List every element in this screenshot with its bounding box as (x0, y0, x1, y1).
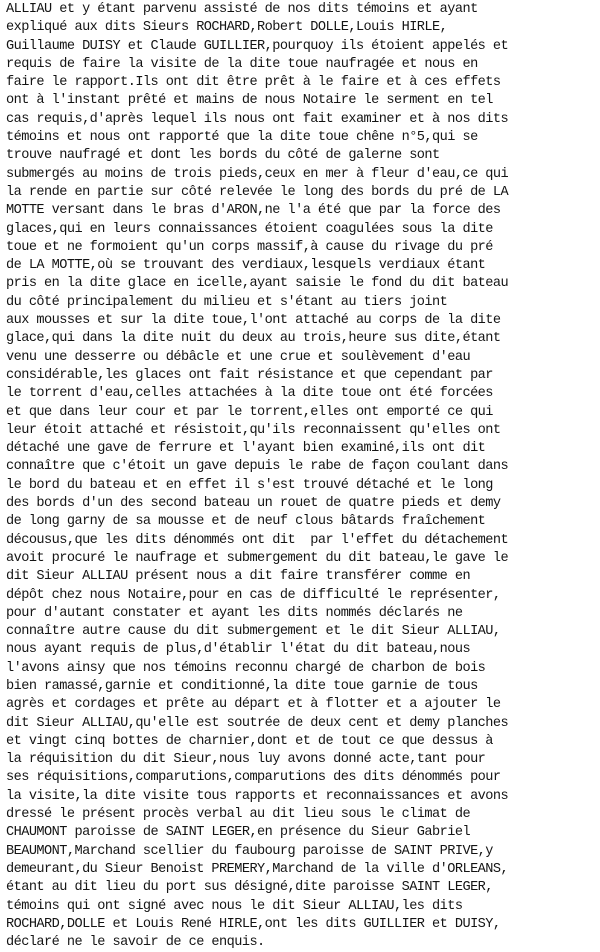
text-line: MOTTE versant dans le bras d'ARON,ne l'a été que par la force des (6, 203, 501, 219)
text-line: trouve naufragé et dont les bords du côté de galerne sont (6, 148, 440, 164)
text-line: avoit procuré le naufrage et submergement du dit bateau,le gave le (6, 550, 509, 566)
text-line: témoins qui ont signé avec nous le dit Sieur ALLIAU,les dits (6, 898, 463, 914)
text-line: leur étoit attaché et résistoit,qu'ils reconnaissent qu'elles ont (6, 422, 501, 438)
text-line: témoins et nous ont rapporté que la dite toue chêne n°5,qui se (6, 130, 478, 146)
text-line: dépôt chez nous Notaire,pour en cas de difficulté le représenter, (6, 587, 501, 603)
text-line: de LA MOTTE,où se trouvant des verdiaux,lesquels verdiaux étant (6, 258, 486, 274)
text-line: dit Sieur ALLIAU présent nous a dit faire transférer comme en (6, 569, 471, 585)
text-line: l'avons ainsy que nos témoins reconnu chargé de charbon de bois (6, 660, 486, 676)
text-line: la visite,la dite visite tous rapports et reconnaissances et avons (6, 788, 509, 804)
text-line: ALLIAU et y étant parvenu assisté de nos dits témoins et ayant (6, 2, 478, 17)
text-line: BEAUMONT,Marchand scellier du faubourg paroisse de SAINT PRIVE,y (6, 843, 493, 859)
text-line: des bords d'un des second bateau un rouet de quatre pieds et demy (6, 496, 501, 512)
text-line: connaître autre cause du dit submergement et le dit Sieur ALLIAU, (6, 624, 501, 640)
text-line: ont à l'instant prêté et mains de nous Notaire le serment en tel (6, 93, 493, 109)
text-line: détaché une gave de ferrure et l'ayant bien examiné,ils ont dit (6, 441, 486, 457)
text-line: expliqué aux dits Sieurs ROCHARD,Robert DOLLE,Louis HIRLE, (6, 20, 448, 36)
text-line: ses réquisitions,comparutions,comparutions des dits dénommés pour (6, 770, 501, 786)
text-line: décousus,que les dits dénommés ont dit par l'effet du détachement (6, 532, 509, 548)
text-line: faire le rapport.Ils ont dit être prêt à le faire et à ces effets (6, 75, 501, 91)
text-line: la rende en partie sur côté relevée le long des bords du pré de LA (6, 184, 509, 200)
text-line: aux mousses et sur la dite toue,l'ont attaché au corps de la dite (6, 313, 501, 329)
text-line: submergés au moins de trois pieds,ceux en mer à fleur d'eau,ce qui (6, 166, 509, 182)
text-line: de long garny de sa mousse et de neuf clous bâtards fraîchement (6, 514, 486, 530)
text-line: ROCHARD,DOLLE et Louis René HIRLE,ont les dits GUILLIER et DUISY, (6, 916, 501, 932)
text-line: considérable,les glaces ont fait résistance et que cependant par (6, 367, 493, 383)
text-line: déclaré ne le savoir de ce enquis. (6, 935, 265, 951)
text-line: le bord du bateau et en effet il s'est trouvé détaché et le long (6, 477, 493, 493)
text-line: demeurant,du Sieur Benoist PREMERY,Marchand de la ville d'ORLEANS, (6, 861, 509, 877)
text-line: pris en la dite glace en icelle,ayant saisie le fond du dit bateau (6, 276, 509, 292)
text-line: requis de faire la visite de la dite toue naufragée et nous en (6, 56, 478, 72)
text-line: glace,qui dans la dite nuit du deux au trois,heure sus dite,étant (6, 331, 501, 347)
text-line: Guillaume DUISY et Claude GUILLIER,pourquoy ils étoient appelés et (6, 38, 509, 54)
text-line: toue et ne formoient qu'un corps massif,à cause du rivage du pré (6, 239, 493, 255)
text-line: pour d'autant constater et ayant les dits nommés déclarés ne (6, 605, 463, 621)
text-line: connaître que c'étoit un gave depuis le rabe de façon coulant dans (6, 459, 509, 475)
text-line: et que dans leur cour et par le torrent,elles ont emporté ce qui (6, 404, 493, 420)
text-line: la réquisition du dit Sieur,nous luy avons donné acte,tant pour (6, 752, 486, 768)
text-line: cas requis,d'après lequel ils nous ont fait examiner et à nos dits (6, 111, 509, 127)
text-line: CHAUMONT paroisse de SAINT LEGER,en présence du Sieur Gabriel (6, 825, 471, 841)
text-line: agrès et cordages et prête au départ et à flotter et a ajouter le (6, 697, 501, 713)
text-line: dit Sieur ALLIAU,qu'elle est soutrée de deux cent et demy planches (6, 715, 509, 731)
text-line: étant au dit lieu du port sus désigné,dite paroisse SAINT LEGER, (6, 880, 493, 896)
text-line: et vingt cinq bottes de charnier,dont et de tout ce que dessus à (6, 733, 493, 749)
text-line: dressé le présent procès verbal au dit lieu sous le climat de (6, 807, 471, 823)
text-line: bien ramassé,garnie et conditionné,la dite toue garnie de tous (6, 678, 478, 694)
text-line: glaces,qui en leurs connaissances étoient coagulées sous la dite (6, 221, 493, 237)
text-line: nous ayant requis de plus,d'établir l'état du dit bateau,nous (6, 642, 471, 658)
document-text (6, 1, 598, 952)
text-line: venu une desserre ou débâcle et une crue et soulèvement d'eau (6, 349, 471, 365)
text-line: le torrent d'eau,celles attachées à la dite toue ont été forcées (6, 386, 493, 402)
text-line: du côté principalement du milieu et s'étant au tiers joint (6, 294, 448, 310)
